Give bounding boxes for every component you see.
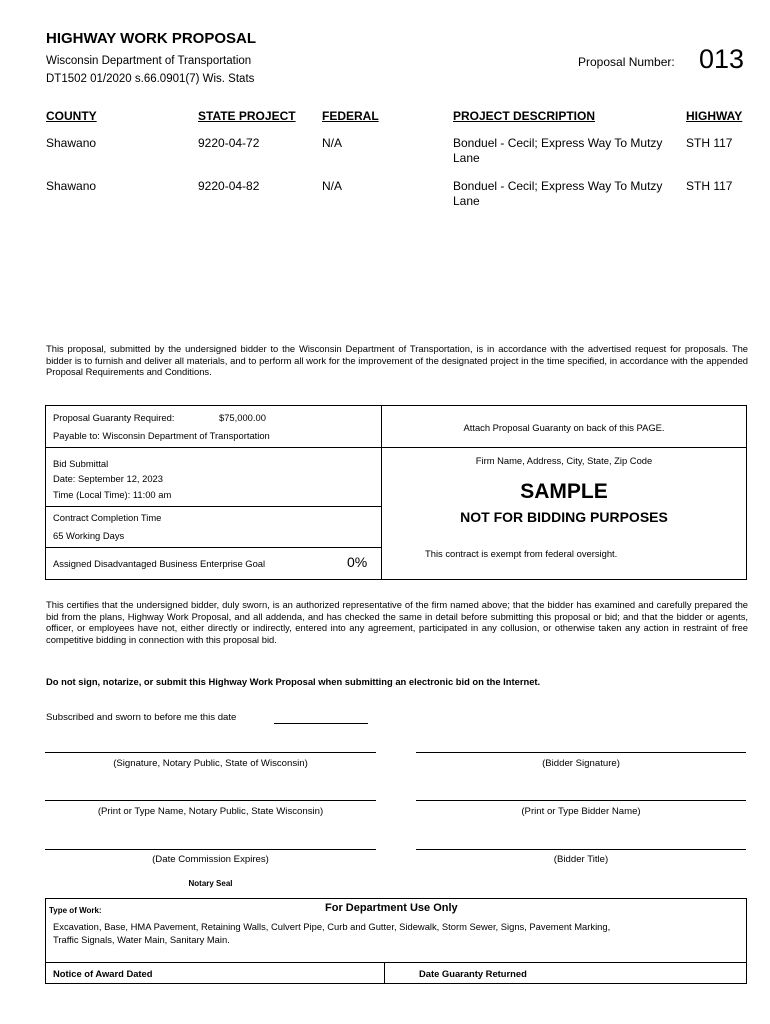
firm-name-label: Firm Name, Address, City, State, Zip Code [475,455,653,466]
payable-to: Payable to: Wisconsin Department of Transportation [53,430,270,441]
dept-box-divider [384,962,385,984]
highway-cell: STH 117 [686,179,733,193]
subscribed-date-line[interactable] [274,723,368,724]
bidder-signature-line[interactable] [416,752,746,753]
completion-time-label: Contract Completion Time [53,512,162,523]
dept-box-rule [45,962,747,963]
info-box-rule [45,547,381,548]
bidder-title-label: (Bidder Title) [553,854,609,865]
bidder-name-line[interactable] [416,800,746,801]
certification-paragraph: This certifies that the undersigned bidder, duly sworn, is an authorized representative of the firm named above; that the bidder has examined and carefully prepared the bid from the plans, Highway Work Proposal, and all addenda, and has checked the same in detail before submitting this proposal or bid; and that the bidder or agents, officer, or employees have not, either directly or indirectly, entered into any agreement, participated in any collusion, or otherwise taken any action in restraint of free competitive bidding in connection with this proposal bid. [46,599,748,645]
col-header-project-description: PROJECT DESCRIPTION [453,109,596,123]
completion-time-value: 65 Working Days [53,530,125,541]
county-cell: Shawano [46,136,97,150]
federal-exempt-note: This contract is exempt from federal oversight. [425,548,618,559]
electronic-bid-warning: Do not sign, notarize, or submit this Highway Work Proposal when submitting an electronic bid on the Internet. [46,676,541,687]
county-cell: Shawano [46,179,97,193]
info-box-rule [45,506,381,507]
guaranty-label: Proposal Guaranty Required: [53,412,175,423]
federal-cell: N/A [322,136,343,150]
type-of-work-line-1: Excavation, Base, HMA Pavement, Retaining Walls, Culvert Pipe, Curb and Gutter, Sidewalk, Storm Sewer, Signs, Pavement Marking, [53,921,611,932]
commission-expiry-label: (Date Commission Expires) [152,854,269,865]
description-cell-cont: Lane [453,194,480,208]
dbe-goal-label: Assigned Disadvantaged Business Enterprise Goal [53,558,266,569]
guaranty-amount: $75,000.00 [219,412,266,423]
department-name: Wisconsin Department of Transportation [46,55,252,67]
dbe-goal-value: 0% [347,554,368,570]
attach-guaranty-note: Attach Proposal Guaranty on back of this PAGE. [463,422,665,433]
bidder-signature-label: (Bidder Signature) [542,758,620,769]
table-row [0,179,770,211]
proposal-number: 013 [699,44,745,74]
bid-submittal-label: Bid Submittal [53,458,109,469]
col-header-highway: HIGHWAY [686,109,743,123]
proposal-number-label: Proposal Number: [578,55,675,69]
notary-seal-label: Notary Seal [188,879,233,888]
bidder-title-line[interactable] [416,849,746,850]
subscribed-sworn-text: Subscribed and sworn to before me this date [46,712,237,723]
col-header-federal: FEDERAL [322,109,379,123]
form-id: DT1502 01/2020 s.66.0901(7) Wis. Stats [46,73,255,85]
bid-time: Time (Local Time): 11:00 am [53,489,172,500]
col-header-county: COUNTY [46,109,97,123]
notice-of-award-label: Notice of Award Dated [53,968,153,979]
bid-date: Date: September 12, 2023 [53,473,163,484]
description-cell: Bonduel - Cecil; Express Way To Mutzy [453,136,663,150]
bidder-name-label: (Print or Type Bidder Name) [521,806,641,817]
state-project-cell: 9220-04-72 [198,136,260,150]
federal-cell: N/A [322,179,343,193]
info-box-rule [45,447,747,448]
intro-paragraph: This proposal, submitted by the undersigned bidder to the Wisconsin Department of Transportation, is in accordance with the advertised request for proposals. The bidder is to furnish and deliver all materials, and to perform all work for the improvement of the designated project in the time specified, in accordance with the appended Proposal Requirements and Conditions. [46,343,748,377]
notary-name-label: (Print or Type Name, Notary Public, State Wisconsin) [97,806,324,817]
sample-watermark: SAMPLE [520,480,608,503]
type-of-work-label: Type of Work: [49,906,102,915]
form-title: HIGHWAY WORK PROPOSAL [46,30,257,47]
commission-expiry-line[interactable] [45,849,376,850]
notary-signature-label: (Signature, Notary Public, State of Wisconsin) [113,758,308,769]
guaranty-returned-label: Date Guaranty Returned [419,968,527,979]
state-project-cell: 9220-04-82 [198,179,260,193]
notary-signature-line[interactable] [45,752,376,753]
department-use-heading: For Department Use Only [325,902,458,914]
description-cell: Bonduel - Cecil; Express Way To Mutzy [453,179,663,193]
description-cell-cont: Lane [453,151,480,165]
table-row [0,136,770,168]
type-of-work-line-2: Traffic Signals, Water Main, Sanitary Main. [53,934,230,945]
notary-name-line[interactable] [45,800,376,801]
col-header-state-project: STATE PROJECT [198,109,296,123]
highway-cell: STH 117 [686,136,733,150]
not-for-bidding-text: NOT FOR BIDDING PURPOSES [460,509,668,525]
